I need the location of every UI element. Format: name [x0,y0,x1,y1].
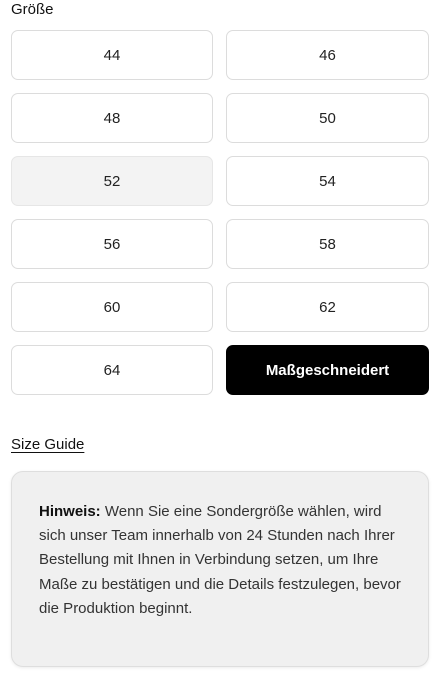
size-option-50[interactable]: 50 [226,93,429,143]
size-guide-link[interactable]: Size Guide [11,436,85,453]
size-option-56[interactable]: 56 [11,219,213,269]
size-option-46[interactable]: 46 [226,30,429,80]
size-option-52[interactable]: 52 [11,156,213,206]
note-message: Wenn Sie eine Sondergröße wählen, wird sich unser Team innerhalb von 24 Stunden nach Ihrer Bestellung mit Ihnen in Verbindung setzen, um Ihre Maße zu bestätigen und die Details festzulegen, bevor die Produktion beginnt. [39,503,401,617]
size-option-58[interactable]: 58 [226,219,429,269]
size-option-54[interactable]: 54 [226,156,429,206]
size-option-48[interactable]: 48 [11,93,213,143]
custom-size-note [11,471,429,667]
size-label: Größe [11,1,54,18]
size-option-44[interactable]: 44 [11,30,213,80]
size-option-custom[interactable]: Maßgeschneidert [226,345,429,395]
note-label: Hinweis: [39,503,101,520]
size-options-grid [11,30,429,395]
size-option-60[interactable]: 60 [11,282,213,332]
size-option-62[interactable]: 62 [226,282,429,332]
size-option-64[interactable]: 64 [11,345,213,395]
note-text-block [39,500,402,621]
